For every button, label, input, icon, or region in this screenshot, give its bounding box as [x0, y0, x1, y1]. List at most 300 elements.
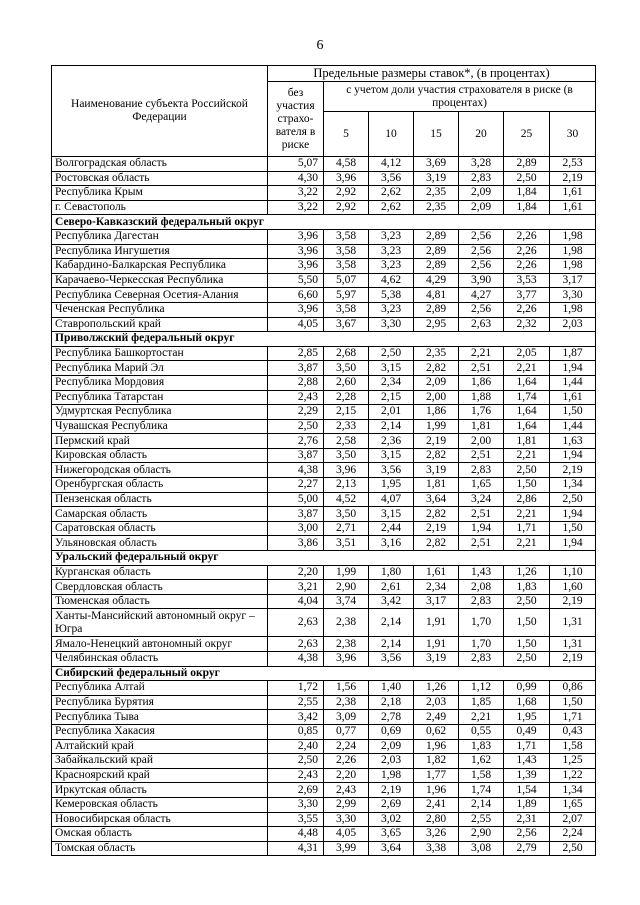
rate-share-30: 2,19 — [550, 652, 596, 667]
rate-share-20: 2,08 — [459, 580, 504, 595]
rate-share-20: 2,09 — [459, 186, 504, 201]
rate-share-5: 2,33 — [324, 419, 369, 434]
rate-share-10: 2,01 — [369, 405, 414, 420]
rate-share-20: 3,90 — [459, 273, 504, 288]
rate-share-25: 3,77 — [504, 288, 550, 303]
rate-share-25: 2,50 — [504, 652, 550, 667]
rate-no-share: 3,00 — [268, 521, 324, 536]
table-row — [52, 492, 596, 507]
rate-share-30: 1,50 — [550, 695, 596, 710]
rate-share-20: 2,21 — [459, 710, 504, 725]
rate-share-15: 0,62 — [414, 724, 459, 739]
rate-share-25: 1,68 — [504, 695, 550, 710]
rate-share-25: 1,89 — [504, 797, 550, 812]
rate-share-15: 2,89 — [414, 244, 459, 259]
rate-share-25: 1,71 — [504, 521, 550, 536]
rate-share-10: 2,14 — [369, 419, 414, 434]
rate-share-15: 2,19 — [414, 434, 459, 449]
region-name: Республика Мордовия — [52, 375, 268, 390]
table-row — [52, 390, 596, 405]
region-name: Волгоградская область — [52, 157, 268, 172]
rate-share-30: 1,94 — [550, 536, 596, 551]
rate-share-10: 5,38 — [369, 288, 414, 303]
rate-share-25: 2,26 — [504, 302, 550, 317]
rate-share-25: 1,54 — [504, 783, 550, 798]
rate-share-5: 4,05 — [324, 827, 369, 842]
section-title: Уральский федеральный округ — [52, 551, 596, 566]
rate-share-25: 2,21 — [504, 507, 550, 522]
rate-share-15: 2,49 — [414, 710, 459, 725]
rate-share-20: 2,90 — [459, 827, 504, 842]
region-name: Забайкальский край — [52, 754, 268, 769]
rate-share-15: 2,00 — [414, 390, 459, 405]
rate-share-20: 1,85 — [459, 695, 504, 710]
rate-share-10: 3,23 — [369, 259, 414, 274]
rate-share-30: 1,58 — [550, 739, 596, 754]
rate-share-15: 1,99 — [414, 419, 459, 434]
rate-share-5: 4,52 — [324, 492, 369, 507]
rate-share-20: 2,83 — [459, 652, 504, 667]
rate-share-20: 2,51 — [459, 448, 504, 463]
rate-share-10: 0,69 — [369, 724, 414, 739]
rate-share-10: 2,14 — [369, 609, 414, 637]
rate-share-10: 2,03 — [369, 754, 414, 769]
rate-share-20: 2,51 — [459, 507, 504, 522]
rate-share-5: 2,20 — [324, 768, 369, 783]
rate-share-25: 2,50 — [504, 594, 550, 609]
rate-share-20: 1,70 — [459, 637, 504, 652]
rate-share-10: 2,44 — [369, 521, 414, 536]
rate-no-share: 2,43 — [268, 768, 324, 783]
table-row — [52, 463, 596, 478]
rate-share-15: 2,41 — [414, 797, 459, 812]
rate-share-10: 3,16 — [369, 536, 414, 551]
table-row — [52, 580, 596, 595]
rate-share-5: 3,96 — [324, 171, 369, 186]
rate-share-20: 2,56 — [459, 302, 504, 317]
rate-share-20: 1,70 — [459, 609, 504, 637]
share-group-header: с учетом доли участия страхователя в риске (в процентах) — [324, 82, 596, 112]
rate-share-30: 1,50 — [550, 521, 596, 536]
rate-share-30: 1,31 — [550, 609, 596, 637]
rate-share-15: 4,29 — [414, 273, 459, 288]
table-row — [52, 652, 596, 667]
table-row — [52, 186, 596, 201]
rate-share-20: 1,81 — [459, 419, 504, 434]
region-name: Удмуртская Республика — [52, 405, 268, 420]
table-row — [52, 594, 596, 609]
rate-share-15: 2,82 — [414, 536, 459, 551]
region-name: Кабардино-Балкарская Республика — [52, 259, 268, 274]
table-row — [52, 681, 596, 696]
rate-share-5: 2,60 — [324, 375, 369, 390]
region-name: Карачаево-Черкесская Республика — [52, 273, 268, 288]
rate-share-20: 2,21 — [459, 346, 504, 361]
rate-share-10: 3,65 — [369, 827, 414, 842]
rate-share-5: 2,43 — [324, 783, 369, 798]
table-row — [52, 695, 596, 710]
rate-share-5: 2,71 — [324, 521, 369, 536]
table-row — [52, 405, 596, 420]
rate-no-share: 3,30 — [268, 797, 324, 812]
rate-share-25: 2,21 — [504, 448, 550, 463]
rate-no-share: 5,50 — [268, 273, 324, 288]
rate-share-30: 2,24 — [550, 827, 596, 842]
rate-share-5: 2,92 — [324, 200, 369, 215]
rate-share-25: 2,50 — [504, 463, 550, 478]
region-name: Республика Тыва — [52, 710, 268, 725]
rate-share-25: 1,74 — [504, 390, 550, 405]
rate-share-5: 2,58 — [324, 434, 369, 449]
region-name: Самарская область — [52, 507, 268, 522]
table-row — [52, 739, 596, 754]
region-name: Республика Северная Осетия-Алания — [52, 288, 268, 303]
table-row — [52, 754, 596, 769]
region-name: Республика Хакасия — [52, 724, 268, 739]
section-title: Сибирский федеральный округ — [52, 666, 596, 681]
rate-share-5: 5,97 — [324, 288, 369, 303]
rate-no-share: 2,43 — [268, 390, 324, 405]
region-name: Ставропольский край — [52, 317, 268, 332]
rate-share-25: 1,50 — [504, 478, 550, 493]
rate-no-share: 3,96 — [268, 302, 324, 317]
rate-no-share: 2,88 — [268, 375, 324, 390]
rate-no-share: 3,87 — [268, 448, 324, 463]
section-row — [52, 332, 596, 347]
rate-share-30: 1,98 — [550, 302, 596, 317]
table-row — [52, 609, 596, 637]
rate-share-20: 2,14 — [459, 797, 504, 812]
rate-share-20: 2,83 — [459, 463, 504, 478]
rate-share-30: 3,17 — [550, 273, 596, 288]
region-name: Чувашская Республика — [52, 419, 268, 434]
rate-share-5: 2,92 — [324, 186, 369, 201]
rate-share-30: 1,25 — [550, 754, 596, 769]
rate-share-15: 3,19 — [414, 463, 459, 478]
rate-share-20: 2,56 — [459, 229, 504, 244]
rate-no-share: 3,42 — [268, 710, 324, 725]
rate-share-25: 1,71 — [504, 739, 550, 754]
rate-share-15: 1,77 — [414, 768, 459, 783]
rate-no-share: 2,50 — [268, 754, 324, 769]
rate-share-25: 1,43 — [504, 754, 550, 769]
share-30-header: 30 — [550, 112, 596, 157]
rate-share-15: 1,86 — [414, 405, 459, 420]
rate-share-10: 2,50 — [369, 346, 414, 361]
region-name: Ямало-Ненецкий автономный округ — [52, 637, 268, 652]
rate-share-15: 1,91 — [414, 637, 459, 652]
rate-share-25: 1,83 — [504, 580, 550, 595]
table-row — [52, 288, 596, 303]
rate-share-10: 3,23 — [369, 302, 414, 317]
region-name: Республика Алтай — [52, 681, 268, 696]
rate-share-10: 3,15 — [369, 507, 414, 522]
table-row — [52, 724, 596, 739]
no-share-header: без участия страхо-вателя в риске — [268, 82, 324, 157]
rate-share-30: 2,19 — [550, 594, 596, 609]
rate-share-30: 0,43 — [550, 724, 596, 739]
section-row — [52, 215, 596, 230]
rate-share-15: 3,69 — [414, 157, 459, 172]
rate-share-15: 2,89 — [414, 229, 459, 244]
rate-share-15: 2,82 — [414, 448, 459, 463]
rate-share-5: 3,74 — [324, 594, 369, 609]
rate-share-5: 3,58 — [324, 229, 369, 244]
rate-share-25: 1,39 — [504, 768, 550, 783]
rate-share-10: 1,40 — [369, 681, 414, 696]
rate-share-20: 1,58 — [459, 768, 504, 783]
rate-share-5: 2,38 — [324, 695, 369, 710]
rate-share-20: 3,24 — [459, 492, 504, 507]
rate-share-5: 3,58 — [324, 302, 369, 317]
rate-share-25: 2,26 — [504, 229, 550, 244]
region-name: Кировская область — [52, 448, 268, 463]
rate-share-20: 1,62 — [459, 754, 504, 769]
rate-no-share: 3,21 — [268, 580, 324, 595]
rate-share-25: 2,31 — [504, 812, 550, 827]
rate-share-10: 2,62 — [369, 200, 414, 215]
rate-share-25: 2,05 — [504, 346, 550, 361]
rate-share-10: 3,15 — [369, 448, 414, 463]
rate-share-10: 2,34 — [369, 375, 414, 390]
rate-no-share: 2,76 — [268, 434, 324, 449]
rate-share-20: 2,63 — [459, 317, 504, 332]
rate-share-5: 0,77 — [324, 724, 369, 739]
rate-no-share: 5,00 — [268, 492, 324, 507]
rate-share-5: 2,26 — [324, 754, 369, 769]
rate-share-15: 3,26 — [414, 827, 459, 842]
rate-share-15: 1,91 — [414, 609, 459, 637]
rate-share-15: 3,38 — [414, 841, 459, 856]
rate-share-20: 2,56 — [459, 259, 504, 274]
rate-share-20: 1,94 — [459, 521, 504, 536]
region-name: Курганская область — [52, 565, 268, 580]
rate-no-share: 0,85 — [268, 724, 324, 739]
rate-no-share: 5,07 — [268, 157, 324, 172]
table-row — [52, 812, 596, 827]
rate-share-10: 2,36 — [369, 434, 414, 449]
section-row — [52, 666, 596, 681]
rate-share-25: 3,53 — [504, 273, 550, 288]
rate-share-30: 1,22 — [550, 768, 596, 783]
rate-share-30: 1,94 — [550, 361, 596, 376]
rate-share-20: 2,51 — [459, 536, 504, 551]
rate-share-10: 2,15 — [369, 390, 414, 405]
region-name: Алтайский край — [52, 739, 268, 754]
rate-share-5: 3,09 — [324, 710, 369, 725]
rate-share-15: 2,35 — [414, 346, 459, 361]
rate-share-5: 2,38 — [324, 637, 369, 652]
rate-share-15: 3,64 — [414, 492, 459, 507]
section-row — [52, 551, 596, 566]
table-row — [52, 361, 596, 376]
region-name: Чеченская Республика — [52, 302, 268, 317]
rate-share-30: 1,34 — [550, 783, 596, 798]
table-row — [52, 565, 596, 580]
rate-no-share: 4,05 — [268, 317, 324, 332]
rate-no-share: 2,63 — [268, 637, 324, 652]
rate-no-share: 2,69 — [268, 783, 324, 798]
table-row — [52, 171, 596, 186]
rate-share-20: 3,08 — [459, 841, 504, 856]
rate-share-30: 1,60 — [550, 580, 596, 595]
rate-share-15: 2,19 — [414, 521, 459, 536]
rate-share-20: 1,12 — [459, 681, 504, 696]
region-name: Саратовская область — [52, 521, 268, 536]
rate-share-5: 5,07 — [324, 273, 369, 288]
rate-share-30: 2,07 — [550, 812, 596, 827]
rate-share-15: 2,80 — [414, 812, 459, 827]
rate-share-15: 2,82 — [414, 507, 459, 522]
rate-no-share: 2,50 — [268, 419, 324, 434]
table-row — [52, 536, 596, 551]
rate-share-10: 2,18 — [369, 695, 414, 710]
table-row — [52, 200, 596, 215]
rate-no-share: 3,22 — [268, 200, 324, 215]
rate-share-5: 3,50 — [324, 448, 369, 463]
rate-share-5: 3,58 — [324, 244, 369, 259]
rate-share-30: 1,71 — [550, 710, 596, 725]
rate-no-share: 3,86 — [268, 536, 324, 551]
rate-share-20: 2,56 — [459, 244, 504, 259]
rate-no-share: 6,60 — [268, 288, 324, 303]
rate-share-20: 2,09 — [459, 200, 504, 215]
rate-share-10: 3,15 — [369, 361, 414, 376]
table-row — [52, 637, 596, 652]
rate-share-30: 2,50 — [550, 492, 596, 507]
rate-share-25: 2,21 — [504, 536, 550, 551]
table-row — [52, 434, 596, 449]
rate-share-15: 2,82 — [414, 361, 459, 376]
rate-no-share: 3,55 — [268, 812, 324, 827]
region-name: Иркутская область — [52, 783, 268, 798]
rate-share-30: 1,50 — [550, 405, 596, 420]
rate-share-15: 3,19 — [414, 171, 459, 186]
region-name: Ульяновская область — [52, 536, 268, 551]
rate-share-15: 3,17 — [414, 594, 459, 609]
rate-share-25: 0,99 — [504, 681, 550, 696]
rate-no-share: 3,87 — [268, 507, 324, 522]
rate-share-10: 3,56 — [369, 652, 414, 667]
rate-share-5: 3,50 — [324, 361, 369, 376]
rate-share-15: 4,81 — [414, 288, 459, 303]
section-title: Приволжский федеральный округ — [52, 332, 596, 347]
rate-no-share: 2,55 — [268, 695, 324, 710]
region-name: Республика Марий Эл — [52, 361, 268, 376]
rate-share-30: 2,19 — [550, 463, 596, 478]
rate-share-25: 1,64 — [504, 375, 550, 390]
region-name: Республика Бурятия — [52, 695, 268, 710]
rate-share-5: 2,24 — [324, 739, 369, 754]
rate-share-20: 1,74 — [459, 783, 504, 798]
rate-share-10: 2,69 — [369, 797, 414, 812]
rate-share-5: 2,28 — [324, 390, 369, 405]
rate-share-10: 3,30 — [369, 317, 414, 332]
rate-share-20: 1,43 — [459, 565, 504, 580]
region-name: Челябинская область — [52, 652, 268, 667]
table-row — [52, 797, 596, 812]
rate-share-10: 3,64 — [369, 841, 414, 856]
rate-share-30: 1,87 — [550, 346, 596, 361]
region-name: г. Севастополь — [52, 200, 268, 215]
rate-share-30: 1,61 — [550, 186, 596, 201]
rate-share-30: 1,34 — [550, 478, 596, 493]
rate-no-share: 1,72 — [268, 681, 324, 696]
rate-share-10: 3,42 — [369, 594, 414, 609]
rate-share-30: 2,50 — [550, 841, 596, 856]
region-name: Оренбургская область — [52, 478, 268, 493]
table-row — [52, 768, 596, 783]
region-name: Красноярский край — [52, 768, 268, 783]
rate-share-10: 1,95 — [369, 478, 414, 493]
rate-share-30: 3,30 — [550, 288, 596, 303]
table-row — [52, 448, 596, 463]
table-row — [52, 507, 596, 522]
rate-share-30: 1,31 — [550, 637, 596, 652]
rate-share-10: 4,07 — [369, 492, 414, 507]
region-name: Томская область — [52, 841, 268, 856]
share-25-header: 25 — [504, 112, 550, 157]
rate-no-share: 2,63 — [268, 609, 324, 637]
region-name-header: Наименование субъекта Российской Федерации — [52, 66, 268, 157]
rate-share-30: 1,61 — [550, 200, 596, 215]
rates-group-header: Предельные размеры ставок*, (в процентах) — [268, 66, 596, 82]
rate-share-25: 2,89 — [504, 157, 550, 172]
rate-share-15: 2,03 — [414, 695, 459, 710]
region-name: Республика Башкортостан — [52, 346, 268, 361]
region-name: Республика Дагестан — [52, 229, 268, 244]
rate-share-20: 1,88 — [459, 390, 504, 405]
region-name: Новосибирская область — [52, 812, 268, 827]
rate-no-share: 2,20 — [268, 565, 324, 580]
section-title: Северо-Кавказский федеральный округ — [52, 215, 596, 230]
table-row — [52, 273, 596, 288]
rate-share-10: 2,19 — [369, 783, 414, 798]
rate-share-30: 1,94 — [550, 507, 596, 522]
table-row — [52, 157, 596, 172]
share-20-header: 20 — [459, 112, 504, 157]
rate-share-30: 2,19 — [550, 171, 596, 186]
region-name: Омская область — [52, 827, 268, 842]
rate-share-5: 3,50 — [324, 507, 369, 522]
rate-share-20: 1,86 — [459, 375, 504, 390]
table-row — [52, 317, 596, 332]
rate-share-15: 1,96 — [414, 783, 459, 798]
rate-no-share: 3,96 — [268, 259, 324, 274]
rate-share-15: 1,61 — [414, 565, 459, 580]
rate-share-5: 4,58 — [324, 157, 369, 172]
rate-no-share: 4,31 — [268, 841, 324, 856]
rate-share-5: 3,96 — [324, 652, 369, 667]
table-row — [52, 259, 596, 274]
rate-share-25: 1,50 — [504, 609, 550, 637]
rate-share-30: 1,98 — [550, 229, 596, 244]
rate-share-30: 1,61 — [550, 390, 596, 405]
rate-share-15: 1,96 — [414, 739, 459, 754]
rate-share-15: 2,09 — [414, 375, 459, 390]
table-row — [52, 478, 596, 493]
rate-share-30: 1,98 — [550, 244, 596, 259]
rate-share-15: 2,89 — [414, 302, 459, 317]
rate-share-25: 2,21 — [504, 361, 550, 376]
rate-share-15: 1,82 — [414, 754, 459, 769]
table-row — [52, 710, 596, 725]
rate-share-25: 1,50 — [504, 637, 550, 652]
rate-share-10: 2,62 — [369, 186, 414, 201]
rate-share-10: 4,62 — [369, 273, 414, 288]
rate-share-20: 1,83 — [459, 739, 504, 754]
region-name: Пермский край — [52, 434, 268, 449]
